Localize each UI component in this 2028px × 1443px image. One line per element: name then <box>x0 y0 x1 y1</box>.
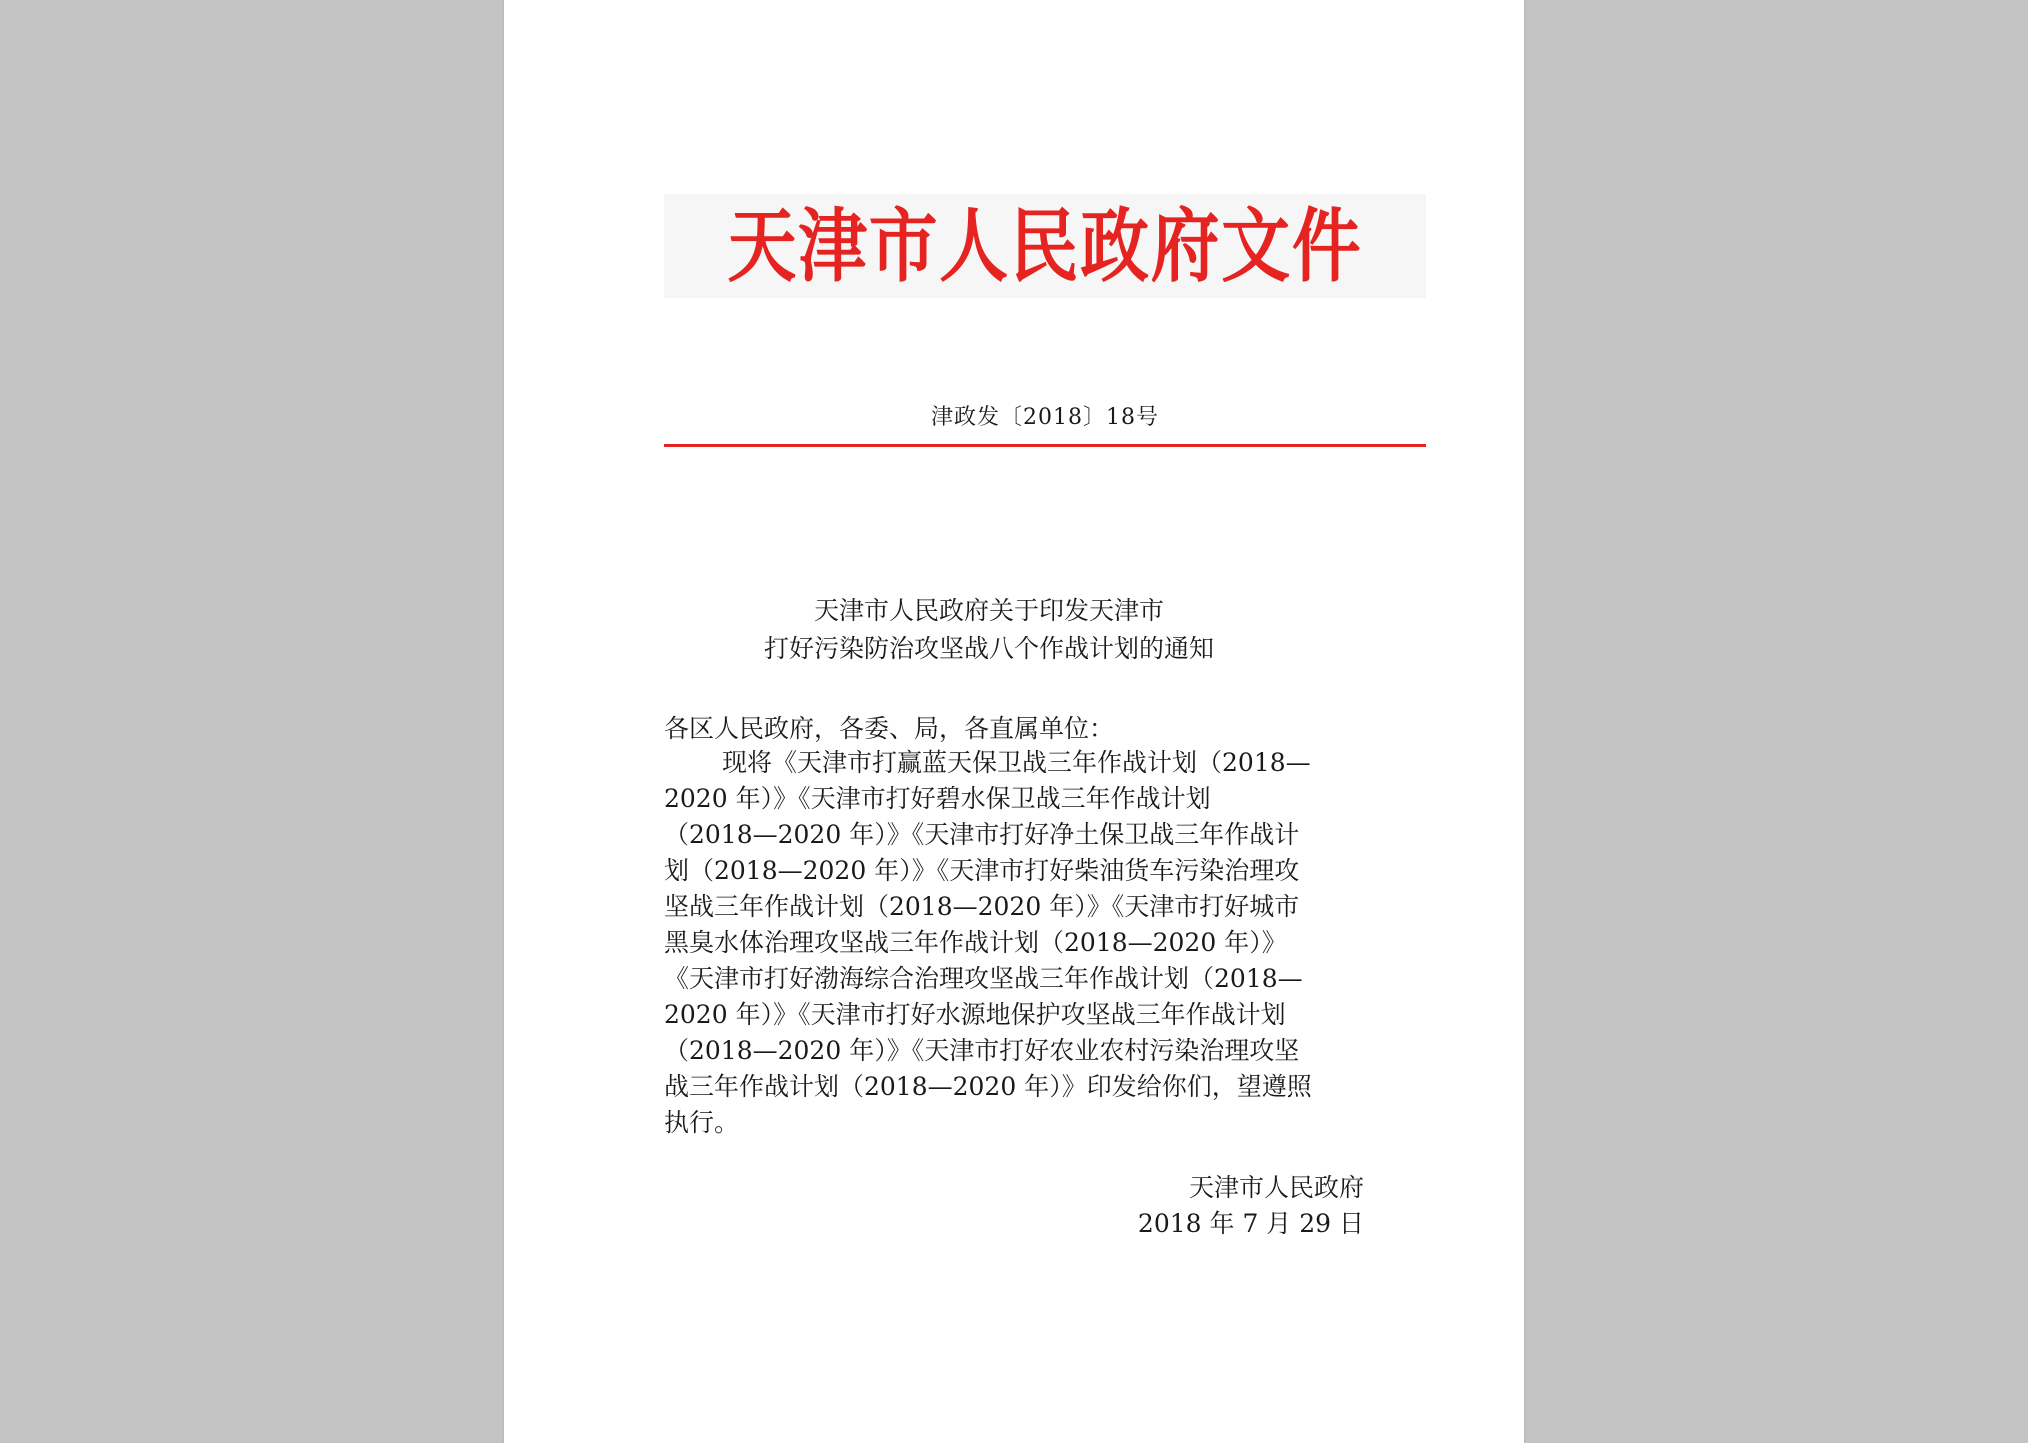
document-title <box>664 592 1314 668</box>
document-page <box>504 0 1524 1443</box>
body-line: （2018—2020 年）》《天津市打好净土保卫战三年作战计 <box>664 820 1300 849</box>
masthead-title: 天津市人民政府文件 <box>727 199 1363 293</box>
body-line: 2020 年）》《天津市打好水源地保护攻坚战三年作战计划 <box>664 1000 1286 1029</box>
body-line: 执行。 <box>664 1108 740 1137</box>
signature-org: 天津市人民政府 <box>1188 1173 1364 1202</box>
title-line-2: 打好污染防治攻坚战八个作战计划的通知 <box>763 634 1214 663</box>
body-line: 战三年作战计划（2018—2020 年）》印发给你们，望遵照 <box>664 1072 1312 1101</box>
salutation: 各区人民政府，各委、局，各直属单位： <box>664 714 1115 743</box>
body-line: 黑臭水体治理攻坚战三年作战计划（2018—2020 年）》 <box>664 928 1287 957</box>
signature-date: 2018 年 7 月 29 日 <box>1137 1209 1364 1238</box>
body-line: （2018—2020 年）》《天津市打好农业农村污染治理攻坚 <box>664 1036 1300 1065</box>
title-line-1: 天津市人民政府关于印发天津市 <box>813 596 1164 625</box>
body-line: 现将《天津市打赢蓝天保卫战三年作战计划（2018— <box>722 748 1311 777</box>
body-line: 2020 年）》《天津市打好碧水保卫战三年作战计划 <box>664 784 1211 813</box>
body-line: 划（2018—2020 年）》《天津市打好柴油货车污染治理攻 <box>664 856 1300 885</box>
body-line: 坚战三年作战计划（2018—2020 年）》《天津市打好城市 <box>664 892 1300 921</box>
body-text <box>664 745 1364 1141</box>
masthead-banner <box>664 194 1426 298</box>
signature-block <box>1064 1170 1364 1242</box>
document-number: 津政发〔2018〕18号 <box>931 405 1159 430</box>
body-line: 《天津市打好渤海综合治理攻坚战三年作战计划（2018— <box>664 964 1303 993</box>
red-divider <box>664 444 1426 447</box>
